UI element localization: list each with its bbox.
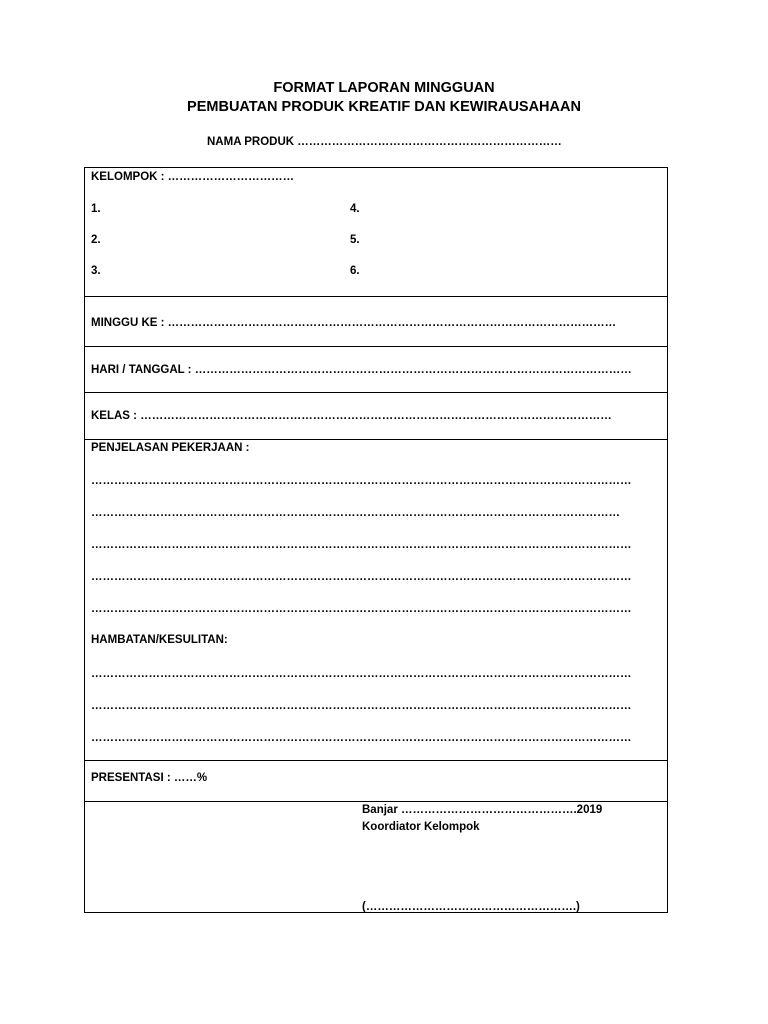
penjelasan-line: …………………………………………………………………………………………………………………………: [91, 507, 620, 519]
hambatan-line: ……………………………………………………………………………………………………………………………: [91, 668, 632, 680]
penjelasan-line: ……………………………………………………………………………………………………………………………: [91, 475, 632, 487]
form-subtitle: PEMBUATAN PRODUK KREATIF DAN KEWIRAUSAHAAN: [187, 99, 581, 115]
row-divider: [85, 346, 667, 347]
row-divider: [85, 801, 667, 802]
member-6: 6.: [350, 265, 360, 277]
signature-place-date: Banjar ……………………………………….2019: [362, 804, 603, 816]
penjelasan-line: ……………………………………………………………………………………………………………………………: [91, 603, 632, 615]
hambatan-label: HAMBATAN/KESULITAN:: [91, 634, 228, 646]
member-2: 2.: [91, 234, 101, 246]
hambatan-line: ……………………………………………………………………………………………………………………………: [91, 732, 632, 744]
member-3: 3.: [91, 265, 101, 277]
form-title: FORMAT LAPORAN MINGGUAN: [273, 80, 495, 96]
presentasi-field: PRESENTASI : ……%: [91, 772, 208, 784]
signature-name-blank: (……………………………………………….): [362, 901, 580, 913]
member-4: 4.: [350, 203, 360, 215]
nama-produk-field: NAMA PRODUK ……………………………………………………………: [207, 136, 562, 148]
penjelasan-label: PENJELASAN PEKERJAAN :: [91, 442, 250, 454]
hari-tanggal-field: HARI / TANGGAL : ……………………………………………………………………………………………………: [91, 364, 632, 376]
signature-role: Koordiator Kelompok: [362, 821, 480, 833]
report-form-table: [84, 167, 668, 913]
kelompok-field: KELOMPOK : ……………………………: [91, 171, 295, 183]
member-1: 1.: [91, 203, 101, 215]
row-divider: [85, 439, 667, 440]
row-divider: [85, 760, 667, 761]
kelas-field: KELAS : ……………………………………………………………………………………………………………: [91, 410, 612, 422]
row-divider: [85, 392, 667, 393]
row-divider: [85, 296, 667, 297]
penjelasan-line: ……………………………………………………………………………………………………………………………: [91, 571, 632, 583]
minggu-ke-field: MINGGU KE : ………………………………………………………………………………………………………: [91, 317, 617, 329]
penjelasan-line: ……………………………………………………………………………………………………………………………: [91, 539, 632, 551]
hambatan-line: ……………………………………………………………………………………………………………………………: [91, 700, 632, 712]
member-5: 5.: [350, 234, 360, 246]
